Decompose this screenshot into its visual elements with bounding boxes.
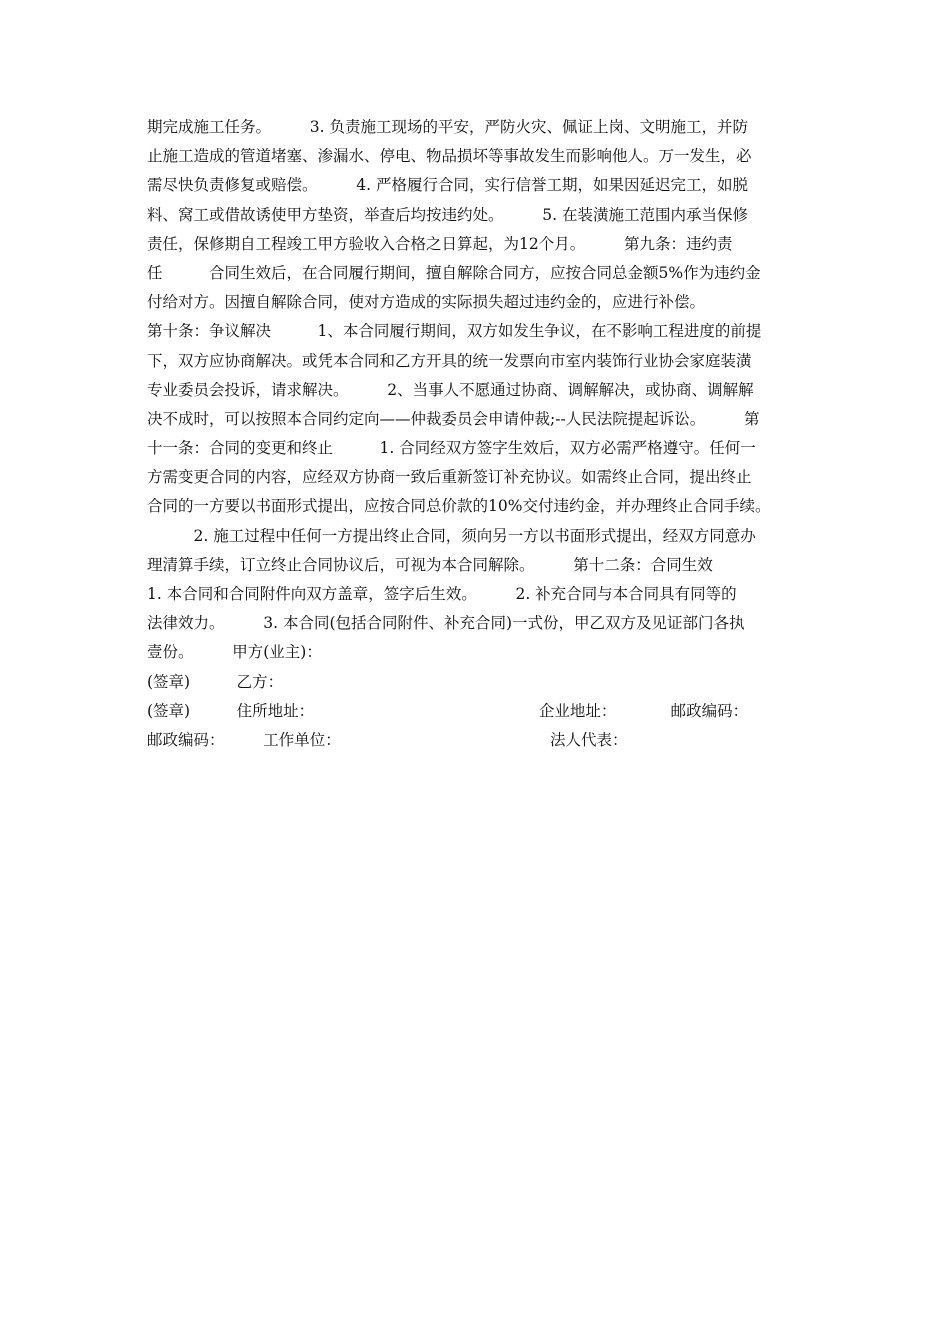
text-line: 第十条：争议解决 1、本合同履行期间，双方如发生争议，在不影响工程进度的前提 — [147, 322, 762, 341]
text-line: 料、窝工或借故诱使甲方垫资，举查后均按违约处。 5. 在装潢施工范围内承当保修 — [147, 205, 748, 224]
text-line: 责任，保修期自工程竣工甲方验收入合格之日算起，为12个月。 第九条：违约责 — [147, 234, 733, 253]
text-line: 法律效力。 3. 本合同(包括合同附件、补充合同)一式份，甲乙双方及见证部门各执 — [147, 614, 745, 633]
postcode-line: 邮政编码： 工作单位： 法人代表： — [147, 730, 628, 749]
text-line: 十一条：合同的变更和终止 1. 合同经双方签字生效后，双方必需严格遵守。任何一 — [147, 439, 756, 458]
signature-party-a-line: 壹份。 甲方(业主)： — [147, 643, 322, 662]
text-line: 任 合同生效后，在合同履行期间，擅自解除合同方，应按合同总金额5%作为违约金 — [147, 263, 761, 282]
text-line: 专业委员会投诉，请求解决。 2、当事人不愿通过协商、调解解决，或协商、调解解 — [147, 380, 754, 399]
address-line: (签章) 住所地址： 企业地址： 邮政编码： — [147, 701, 749, 720]
text-line: 决不成时，可以按照本合同约定向——仲裁委员会申请仲裁;--人民法院提起诉讼。 第 — [147, 409, 760, 428]
signature-party-b-line: (签章) 乙方： — [147, 672, 284, 691]
text-line: 期完成施工任务。 3. 负责施工现场的平安，严防火灾、佩证上岗、文明施工，并防 — [147, 118, 748, 136]
text-line: 1. 本合同和合同附件向双方盖章，签字后生效。 2. 补充合同与本合同具有同等的 — [147, 585, 737, 603]
text-line: 2. 施工过程中任何一方提出终止合同，须向另一方以书面形式提出，经双方同意办 — [147, 526, 756, 545]
contract-text-body — [147, 113, 807, 755]
text-line: 止施工造成的管道堵塞、渗漏水、停电、物品损坏等事故发生而影响他人。万一发生，必 — [147, 147, 752, 166]
text-line: 付给对方。因擅自解除合同，使对方造成的实际损失超过违约金的，应进行补偿。 — [147, 293, 706, 312]
text-line: 下，双方应协商解决。或凭本合同和乙方开具的统一发票向市室内装饰行业协会家庭装潢 — [147, 351, 752, 370]
text-line: 合同的一方要以书面形式提出，应按合同总价款的10%交付违约金，并办理终止合同手续。 — [147, 497, 771, 516]
text-line: 方需变更合同的内容，应经双方协商一致后重新签订补充协议。如需终止合同，提出终止 — [147, 468, 752, 487]
text-line: 理清算手续，订立终止合同协议后，可视为本合同解除。 第十二条：合同生效 — [147, 555, 713, 574]
text-line: 需尽快负责修复或赔偿。 4. 严格履行合同，实行信誉工期，如果因延迟完工，如脱 — [147, 176, 748, 195]
